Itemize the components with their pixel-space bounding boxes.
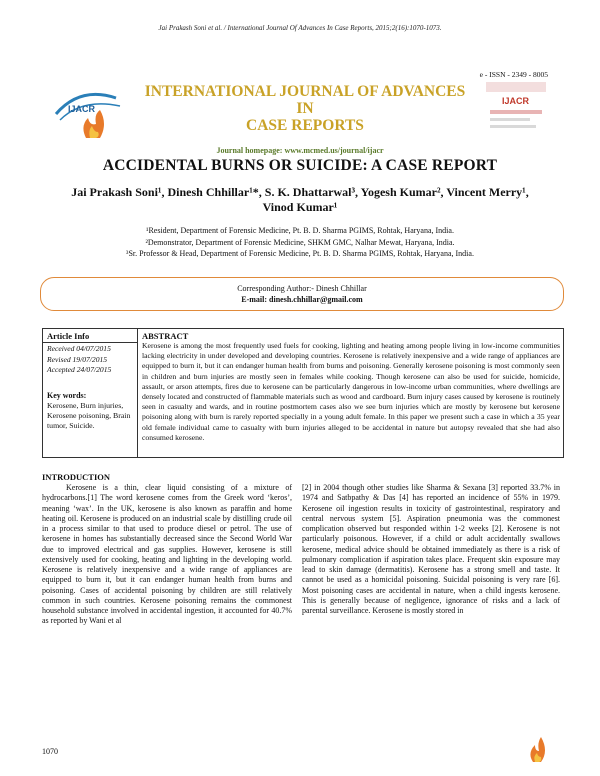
date-received: Received 04/07/2015	[47, 344, 111, 353]
abstract-heading: ABSTRACT	[142, 331, 189, 341]
article-title: ACCIDENTAL BURNS OR SUICIDE: A CASE REPORT	[102, 157, 498, 174]
article-info-column	[43, 329, 138, 457]
flame-icon	[527, 735, 547, 763]
article-info-divider	[43, 342, 137, 343]
journal-logo-left	[50, 80, 128, 144]
journal-cover-logo	[484, 80, 548, 140]
corresponding-author-box	[40, 277, 564, 311]
logo-left-text: IJACR	[68, 104, 96, 114]
corresponding-email[interactable]: E-mail: dinesh.chhillar@gmail.com	[241, 295, 363, 304]
date-accepted: Accepted 24/07/2015	[47, 365, 112, 374]
corresponding-author: Corresponding Author:- Dinesh Chhillar	[237, 284, 367, 293]
article-dates	[47, 344, 111, 376]
article-info-abstract-table	[42, 328, 564, 458]
abstract-text: Kerosene is among the most frequently used fuels for cooking, lighting and heating among people living in low-income communities lacking electricity in under developed and developing countries. Kerosene is relatively inexpensive and a wide range of appliances are equipped to burn it, but it can endanger human health from burns and poisoning. Generally kerosene poisoning is most commonly seen in children and burn injuries are mostly seen in females while cooking. Though kerosene can also be used for suicide, homicide, assault, or arson attempts, fires due to kerosene can be particularly dangerous in low-income urban communities, where dwellings are densely located and constructed of flammable materials such as wood and cardboard. Burn injury cases caused by kerosene is routinely seen in casualty and wards, and in routine postmortem cases also we see burn injuries which are mostly by kerosene but kerosene poisoning along with burn is rarely reported specially in a young adult female. In this paper we present such a case in which a 35 year old female individual came to casualty with burn injuries alleged to be accidental in nature but autopsy revealed that she had also consumed kerosene.	[142, 341, 560, 442]
journal-title-line2: CASE REPORTS	[246, 117, 364, 134]
running-head: Jai Prakash Soni et al. / International Journal Of Advances In Case Reports, 2015;2(16):1070-1073.	[158, 24, 442, 32]
authors-line1: Jai Prakash Soni¹, Dinesh Chhillar¹*, S. K. Dhattarwal³, Yogesh Kumar², Vincent Merry¹,	[71, 185, 529, 199]
author-list	[40, 185, 560, 215]
logo-right-text: IJACR	[502, 96, 530, 106]
keywords: Kerosene, Burn injuries, Kerosene poisoning, Brain tumor, Suicide.	[47, 401, 131, 430]
abstract-column	[138, 329, 563, 457]
page-number: 1070	[42, 747, 58, 756]
affiliation-1: ¹Resident, Department of Forensic Medicine, Pt. B. D. Sharma PGIMS, Rohtak, Haryana, India.	[146, 226, 454, 235]
date-revised: Revised 19/07/2015	[47, 354, 108, 364]
issn: e - ISSN - 2349 - 8005	[479, 70, 548, 79]
intro-col1-text: Kerosene is a thin, clear liquid consisting of a mixture of hydrocarbons.[1] The word kerosene comes from the Greek word ‘keros’, meaning ‘wax’. In the UK, kerosene is also known as paraffin and home heating oil. Kerosene is produced on an industrial scale by distilling crude oil in a process similar to that used to produce diesel or petrol. The use of kerosene in homes has substantially decreased since the Second World War due to improved electrical and gas supplies. However, kerosene is still extensively used for cooking, heating and lighting in the developing world. Kerosene is relatively inexpensive and a wide range of appliances are equipped to burn it, but it can endanger human health from burns and poisoning. Cases of accidental poisoning by children are still relatively common in such countries. Kerosene poisoning remains the commonest household substance involved in accidental ingestion, it accounted for 40.7% as reported by Wani et al	[42, 483, 292, 626]
affiliation-2: ²Demonstrator, Department of Forensic Medicine, SHKM GMC, Nalhar Mewat, Haryana, India.	[145, 237, 455, 247]
authors-line2: Vinod Kumar¹	[262, 200, 338, 214]
affiliations	[60, 225, 540, 260]
journal-homepage[interactable]: Journal homepage: www.mcmed.us/journal/ijacr	[216, 146, 384, 155]
introduction-column-1	[42, 483, 292, 627]
affiliation-3: ³Sr. Professor & Head, Department of Forensic Medicine, Pt. B. D. Sharma PGIMS, Rohtak, Haryana, India.	[126, 249, 474, 258]
article-info-heading: Article Info	[47, 331, 90, 341]
journal-title-line1: INTERNATIONAL JOURNAL OF ADVANCES IN	[144, 83, 466, 117]
introduction-column-2: [2] in 2004 though other studies like Sharma & Sexana [3] reported 33.7% in 1974 and Satbpathy & Das [4] has reported an incidence of 55% in 1979. Kerosene oil ingestion results in toxicity of gastrointestinal, respiratory and central nervous system [5]. Aspiration pneumonia was the commonest complication observed but responded within 1-2 weeks [2]. Kerosene is not particularly poisonous. However, if a child or adult accidentally swallows kerosene, medical advice should be obtained immediately as there is a risk of pulmonary complication if aspiration takes place. Frequent skin exposure may lead to skin damage (dermatitis). Kerosene has a strong smell and taste. It cannot be used as a homicidal poisoning. Suicidal poisoning is very rare [6]. Most poisoning cases are accidental in nature, when a child ingests kerosene. This is generally because of negligence, ignorance of risks and a lack of parental surveillance. Kerosene is mostly stored in	[302, 483, 560, 615]
introduction-heading: INTRODUCTION	[42, 472, 111, 482]
keywords-heading: Key words:	[47, 391, 87, 400]
journal-title	[140, 83, 470, 134]
